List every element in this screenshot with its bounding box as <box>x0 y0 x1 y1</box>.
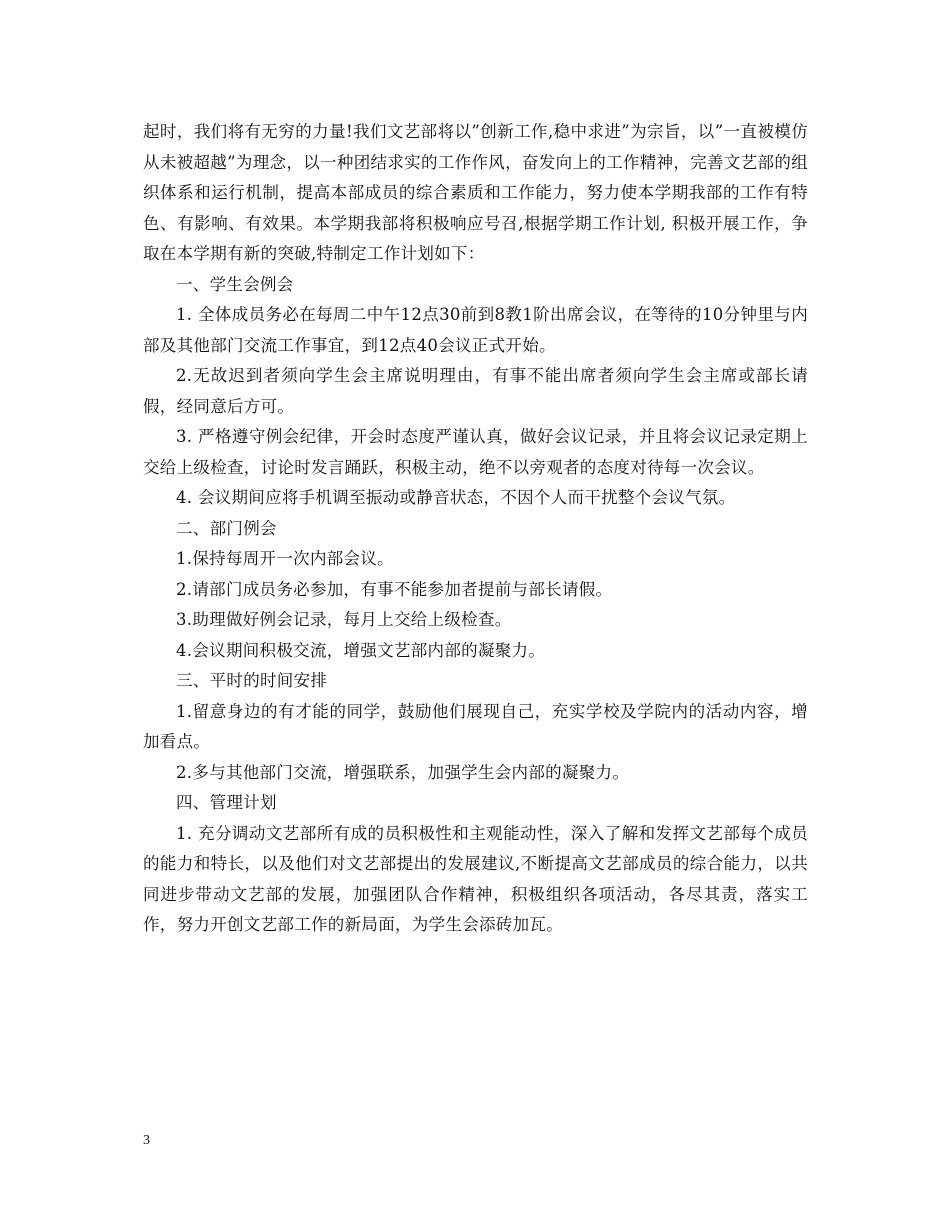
list-item: 4. 会议期间应将手机调至振动或静音状态，不因个人而干扰整个会议气氛。 <box>176 488 736 507</box>
page-number: 3 <box>143 1133 150 1148</box>
list-item: 4.会议期间积极交流，增强文艺部内部的凝聚力。 <box>176 640 546 660</box>
section-heading: 三、平时的时间安排 <box>176 671 328 690</box>
list-item: 2.多与其他部门交流，增强联系，加强学生会内部的凝聚力。 <box>176 762 630 782</box>
section-heading: 四、管理计划 <box>176 793 277 812</box>
list-item: 2.请部门成员务必参加，有事不能参加者提前与部长请假。 <box>176 579 613 599</box>
section-heading: 二、部门例会 <box>176 518 277 538</box>
list-item: 3.助理做好例会记录，每月上交给上级检查。 <box>176 610 512 629</box>
list-item: 1. 充分调动文艺部所有成的员积极性和主观能动性，深入了解和发挥文艺部每个成员的能力和特长，以及他们对文艺部提出的发展建议,不断提高文艺部成员的综合能力，以共同进步带动文艺部的发展，加强团队合作精神，积极组织各项活动，各尽其责，落实工作，努力开创文艺部工作的新局面，为学生会添砖加瓦。 <box>143 823 808 934</box>
list-item: 2.无故迟到者须向学生会主席说明理由，有事不能出席者须向学生会主席或部长请假，经同意后方可。 <box>143 366 808 416</box>
list-item: 1.留意身边的有才能的同学，鼓励他们展现自己，充实学校及学院内的活动内容，增加看点。 <box>143 701 808 751</box>
intro-paragraph: 起时，我们将有无穷的力量!我们文艺部将以”创新工作,稳中求进”为宗旨，以”一直被模仿从未被超越”为理念，以一种团结求实的工作作风，奋发向上的工作精神，完善文艺部的组织体系和运行机制，提高本部成员的综合素质和工作能力，努力使本学期我部的工作有特色、有影响、有效果。本学期我部将积极响应号召,根据学期工作计划, 积极开展工作，争取在本学期有新的突破,特制定工作计划如下： <box>143 122 808 263</box>
document-body <box>143 117 808 941</box>
list-item: 1.保持每周开一次内部会议。 <box>176 549 394 568</box>
list-item: 3. 严格遵守例会纪律，开会时态度严谨认真，做好会议记录，并且将会议记录定期上交给上级检查，讨论时发言踊跃，积极主动，绝不以旁观者的态度对待每一次会议。 <box>143 427 808 477</box>
list-item: 1. 全体成员务必在每周二中午12点30前到8教1阶出席会议，在等待的10分钟里与内部及其他部门交流工作事宜，到12点40会议正式开始。 <box>143 305 808 355</box>
section-heading: 一、学生会例会 <box>176 274 294 294</box>
